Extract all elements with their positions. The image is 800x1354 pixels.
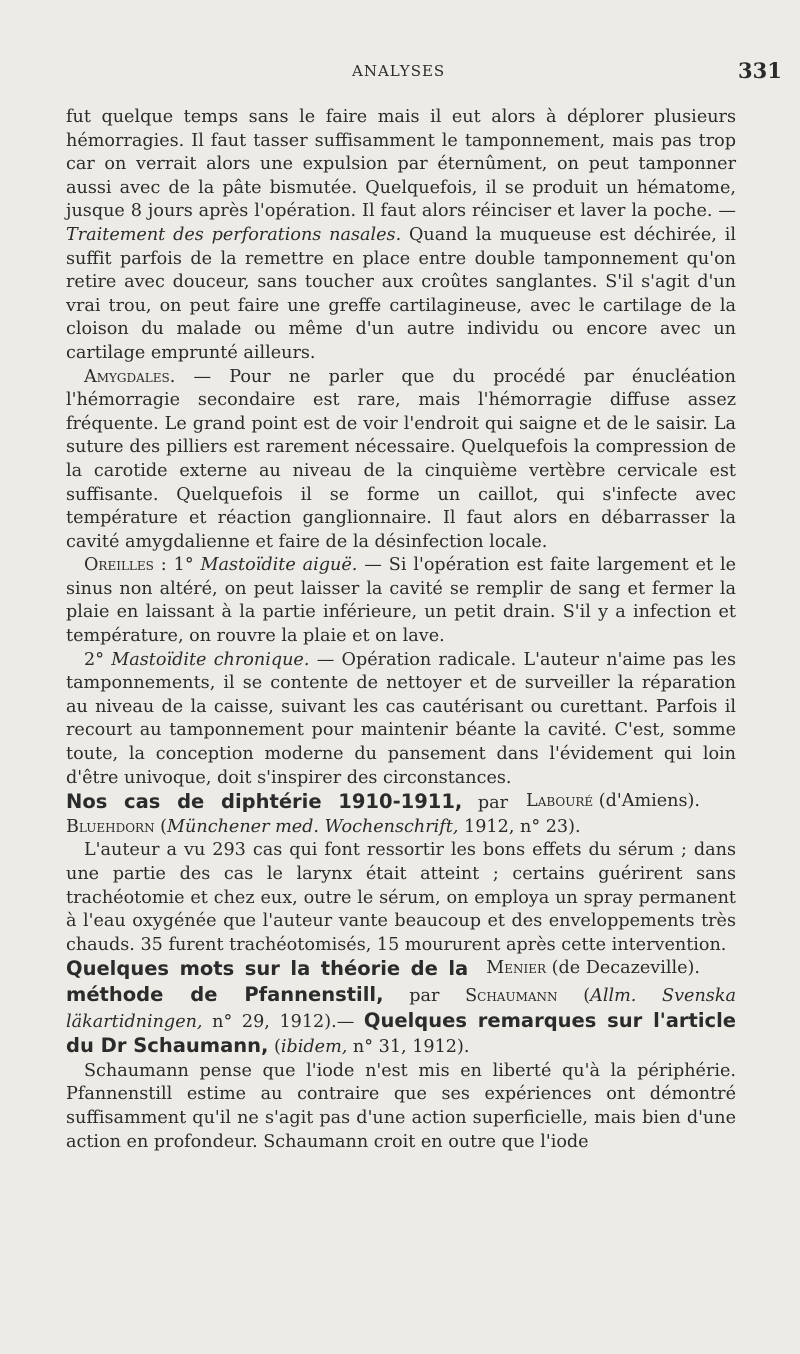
signature-name: Menier: [486, 958, 547, 979]
paragraph-pfannenstill: [66, 1060, 736, 1154]
article-journal: Münchener med. Wochenschrift,: [167, 816, 459, 837]
text: : 1°: [153, 555, 201, 576]
paragraph-oreilles: [66, 554, 736, 648]
paragraph-nasal: [66, 106, 736, 366]
subsection-title: Mastoïdite aiguë.: [200, 555, 358, 576]
signature-name: Labouré: [526, 791, 594, 812]
subsection-title: Mastoïdite chronique.: [111, 649, 310, 670]
text: — Opération radicale. L'auteur n'aime pas les tamponnements, il se contente de nettoyer et de surveiller la réparation au niveau de la caisse, suivant les cas cautérisant ou curettant. Parfois il recourt au tamponnement pour maintenir béante la cavité. C'est, somme toute, la conception moderne du pansement dans l'évidement qui loin d'être univoque, doit s'inspirer des circonstances.: [66, 649, 736, 788]
article-author: Schaumann: [465, 985, 558, 1006]
section-label-amygdales: Amygdales.: [84, 366, 176, 387]
text: par: [383, 985, 466, 1006]
article-title: Quelques remarques sur l'article du Dr Schaumann,: [66, 1008, 736, 1058]
text: n° 31, 1912).: [347, 1037, 470, 1058]
text: — Pour ne parler que du procédé par énucléation l'hémorragie secondaire est rare, mais l'hémorragie diffuse assez fréquente. Le grand point est de voir l'endroit qui saigne et de le saisir. La suture des pilliers est rarement nécessaire. Quelquefois la compression de la carotide externe au niveau de la cinquième vertèbre cervicale est suffisante. Quelquefois il se forme un caillot, qui s'infecte avec température et réaction ganglionnaire. Il faut alors en débarrasser la cavité amygdalienne et faire de la désinfection locale.: [66, 366, 736, 552]
article-title: Nos cas de diphtérie 1910-1911,: [66, 790, 463, 814]
text: 2°: [84, 649, 112, 670]
page-header: [0, 58, 800, 92]
running-title: ANALYSES: [352, 62, 446, 80]
text: L'auteur a vu 293 cas qui font ressortir les bons effets du sérum ; dans une partie des cas le larynx était atteint ; certains guérirent sans trachéotomie et chez eux, outre le sérum, on employa un spray permanent à l'eau oxygénée que l'auteur vante beaucoup et des enveloppements très chauds. 35 furent trachéotomisés, 15 moururent après cette intervention.: [66, 840, 736, 955]
text: Schaumann pense que l'iode n'est mis en liberté qu'à la périphérie. Pfannenstill estime au contraire que ses expériences ont démontré suffisamment qu'il ne s'agit pas d'une action superficielle, mais bien d'une action en profondeur. Schaumann croit en outre que l'iode: [66, 1060, 736, 1152]
article-journal: Allm. Svenska läkartidningen,: [66, 985, 736, 1032]
text: (: [268, 1037, 281, 1058]
page-body: [66, 106, 736, 1154]
section-title-perforations: Traitement des perforations nasales.: [66, 224, 402, 245]
text: par: [462, 793, 509, 814]
text: Quand la muqueuse est déchirée, il suffit parfois de la remettre en place entre double tamponnement qu'on retire avec douceur, sans toucher aux croûtes sanglantes. S'il s'agit d'un vrai trou, on peut faire une greffe cartilagineuse, avec le cartilage de la cloison du malade ou même d'un autre individu ou encore avec un cartilage emprunté ailleurs.: [66, 224, 736, 363]
article-title: Quelques mots sur la théorie de la méthode de Pfannenstill,: [66, 957, 469, 1006]
text: fut quelque temps sans le faire mais il eut alors à déplorer plusieurs hémorragies. Il faut tasser suffisamment le tamponnement, mais pas trop car on verrait alors une expulsion par éternûment, on peut tamponner aussi avec de la pâte bismutée. Quelquefois, il se produit un hématome, jusque 8 jours après l'opération. Il faut alors réinciser et laver la poche. —: [66, 107, 736, 222]
text: (: [154, 816, 168, 837]
text: 1912, n° 23).: [458, 816, 581, 837]
section-label-oreilles: Oreilles: [84, 555, 154, 576]
signature-place: (d'Amiens).: [593, 791, 700, 812]
signature-place: (de Decazeville).: [546, 958, 700, 979]
paragraph-amygdales: [66, 366, 736, 555]
text: — Si l'opération est faite largement et le sinus non altéré, on peut laisser la cavité se remplir de sang et fermer la plaie en laissant à la partie inférieure, un petit drain. S'il y a infection et température, on rouvre la plaie et on lave.: [66, 555, 736, 647]
text: (: [557, 985, 591, 1006]
article-journal: ibidem,: [280, 1037, 348, 1058]
page-number: 331: [738, 58, 782, 83]
signature: [508, 790, 700, 814]
signature: [468, 957, 700, 981]
article-author: Bluehdorn: [66, 816, 155, 837]
paragraph-diphterie: [66, 839, 736, 979]
text: n° 29, 1912).—: [202, 1011, 364, 1032]
